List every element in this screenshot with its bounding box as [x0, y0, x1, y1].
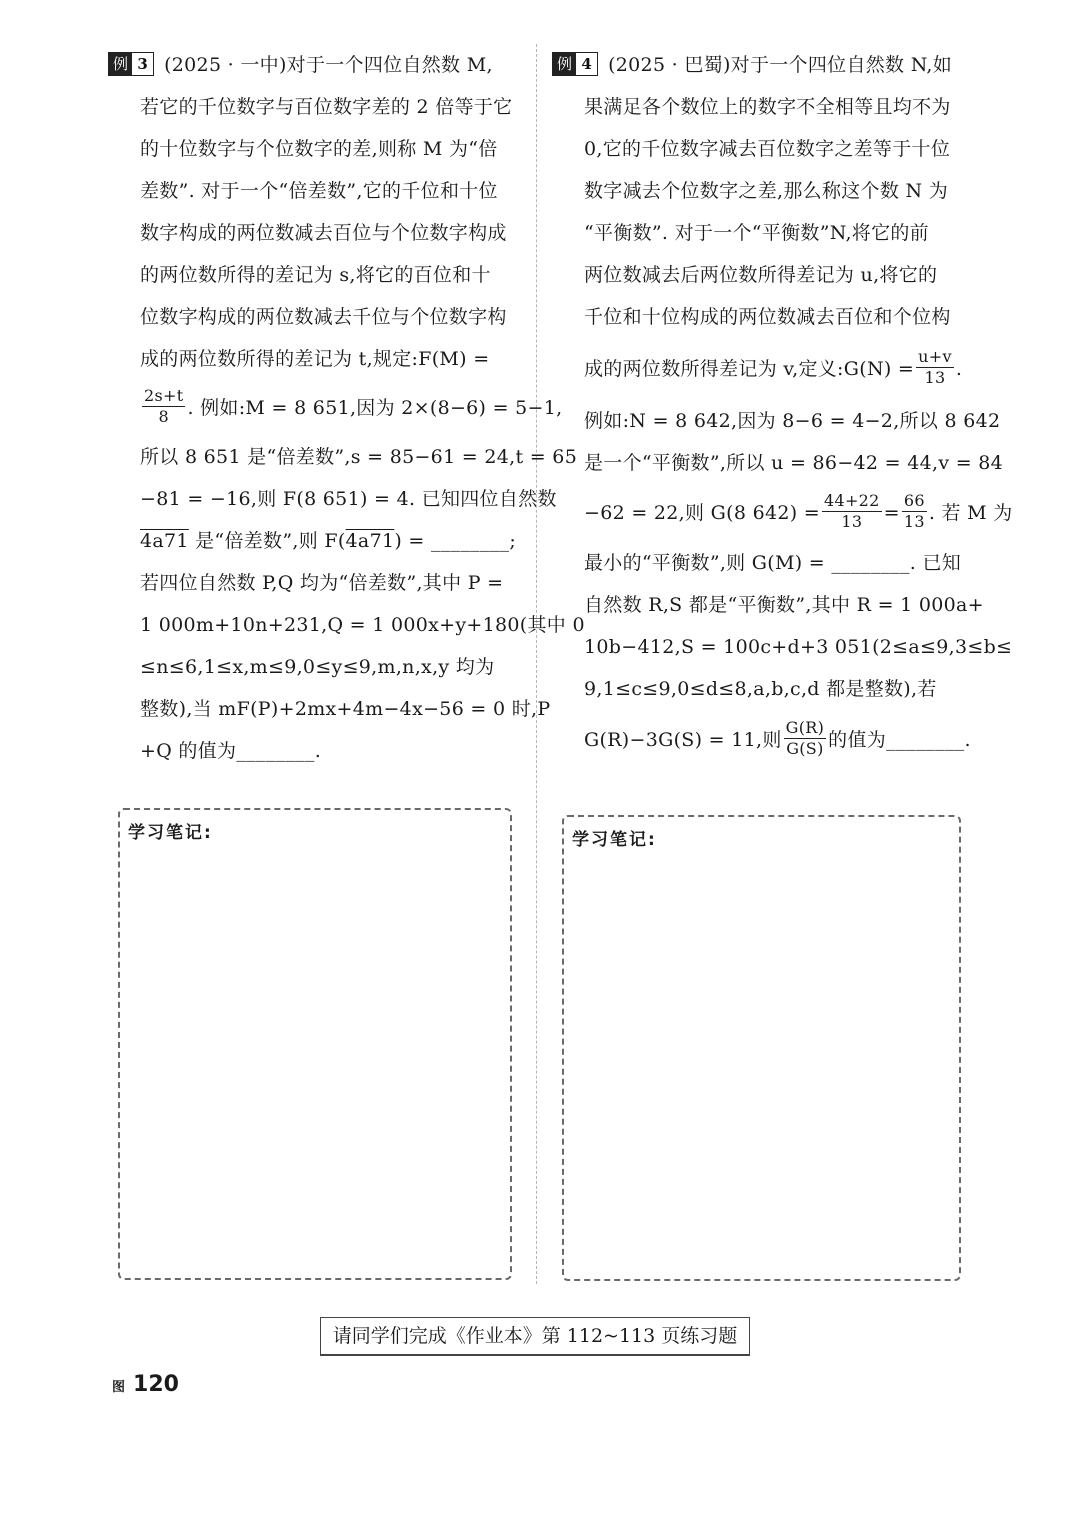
example-4-line: 最小的“平衡数”,则 G(M) = ________. 已知 [584, 552, 962, 574]
example-3-question-1: 4a71 是“倍差数”,则 F(4a71) = ________; [140, 530, 517, 552]
example-4-g-line: −62 = 22,则 G(8 642) = $\frac{44+22}{13}$ = $\frac{66}{13}$ . 若 M 为 [584, 490, 1013, 531]
study-notes-box-right[interactable] [562, 815, 961, 1281]
homework-reminder: 请同学们完成《作业本》第 112~113 页练习题 [320, 1317, 750, 1356]
example-4-definition-line: 成的两位数所得差记为 v,定义:G(N) = $\frac{u+v}{13}$ . [584, 346, 963, 387]
example-4-line: 两位数减去后两位数所得差记为 u,将它的 [584, 264, 938, 286]
example-3-line: 的两位数所得的差记为 s,将它的百位和十 [140, 264, 491, 286]
example-3-line: 若它的千位数字与百位数字差的 2 倍等于它 [140, 96, 513, 118]
column-divider [536, 44, 537, 1284]
study-notes-box-left[interactable] [118, 808, 512, 1280]
example-4-last-line: G(R)−3G(S) = 11,则 $\frac{G(R)}{G(S)}$ 的值为________. [584, 717, 971, 758]
fraction-f-definition: $\frac{2s+t}{8}$ [144, 385, 184, 426]
fraction-g-sum: $\frac{44+22}{13}$ [824, 490, 880, 531]
example-4-line: “平衡数”. 对于一个“平衡数”N,将它的前 [584, 222, 929, 244]
example-4-line: 9,1≤c≤9,0≤d≤8,a,b,c,d 都是整数),若 [584, 678, 937, 700]
fraction-g-result: $\frac{66}{13}$ [903, 490, 925, 531]
example-3-line: 数字构成的两位数减去百位与个位数字构成 [140, 222, 507, 244]
example-4-line: 0,它的千位数字减去百位数字之差等于十位 [584, 138, 951, 160]
example-3-line-1: 例 3 (2025 · 一中)对于一个四位自然数 M, [108, 44, 508, 86]
example-4-line-1: 例 4 (2025 · 巴蜀)对于一个四位自然数 N,如 [552, 44, 964, 86]
example-3-line: 1 000m+10n+231,Q = 1 000x+y+180(其中 0 [140, 614, 585, 636]
page-number: 图 120 [112, 1372, 179, 1397]
example-4-line: 自然数 R,S 都是“平衡数”,其中 R = 1 000a+ [584, 594, 984, 616]
example-3-line: 的十位数字与个位数字的差,则称 M 为“倍 [140, 138, 498, 160]
page-mark-icon: 图 [112, 1379, 126, 1395]
example-4-badge: 例 4 [552, 52, 598, 76]
example-3-line: −81 = −16,则 F(8 651) = 4. 已知四位自然数 [140, 488, 557, 510]
example-3-line: +Q 的值为________. [140, 740, 322, 762]
example-3-line: 若四位自然数 P,Q 均为“倍差数”,其中 P = [140, 572, 504, 594]
fraction-gr-over-gs: $\frac{G(R)}{G(S)}$ [785, 717, 825, 758]
example-3-line: 位数字构成的两位数减去千位与个位数字构 [140, 306, 507, 328]
example-3-line: 差数”. 对于一个“倍差数”,它的千位和十位 [140, 180, 498, 202]
example-3-formula-line: $\frac{2s+t}{8}$ . 例如:M = 8 651,因为 2×(8−6) = 5−1, [144, 385, 563, 426]
example-4-line: 例如:N = 8 642,因为 8−6 = 4−2,所以 8 642 [584, 410, 1001, 432]
example-3-line: 成的两位数所得的差记为 t,规定:F(M) = [140, 348, 490, 370]
example-4-line: 是一个“平衡数”,所以 u = 86−42 = 44,v = 84 [584, 452, 1004, 474]
fraction-g-definition: $\frac{u+v}{13}$ [918, 346, 952, 387]
example-3-line: 所以 8 651 是“倍差数”,s = 85−61 = 24,t = 65 [140, 446, 578, 468]
example-3-line: 整数),当 mF(P)+2mx+4m−4x−56 = 0 时,P [140, 698, 551, 720]
example-4-line: 数字减去个位数字之差,那么称这个数 N 为 [584, 180, 949, 202]
example-4-line: 10b−412,S = 100c+d+3 051(2≤a≤9,3≤b≤ [584, 636, 1013, 658]
example-4 [552, 44, 1013, 770]
example-4-line: 千位和十位构成的两位数减去百位和个位构 [584, 306, 951, 328]
study-notes-label: 学习笔记: [128, 823, 213, 843]
example-3-badge: 例 3 [108, 52, 154, 76]
example-3-line: ≤n≤6,1≤x,m≤9,0≤y≤9,m,n,x,y 均为 [140, 656, 495, 678]
example-4-line: 果满足各个数位上的数字不全相等且均不为 [584, 96, 951, 118]
study-notes-label: 学习笔记: [572, 830, 657, 850]
